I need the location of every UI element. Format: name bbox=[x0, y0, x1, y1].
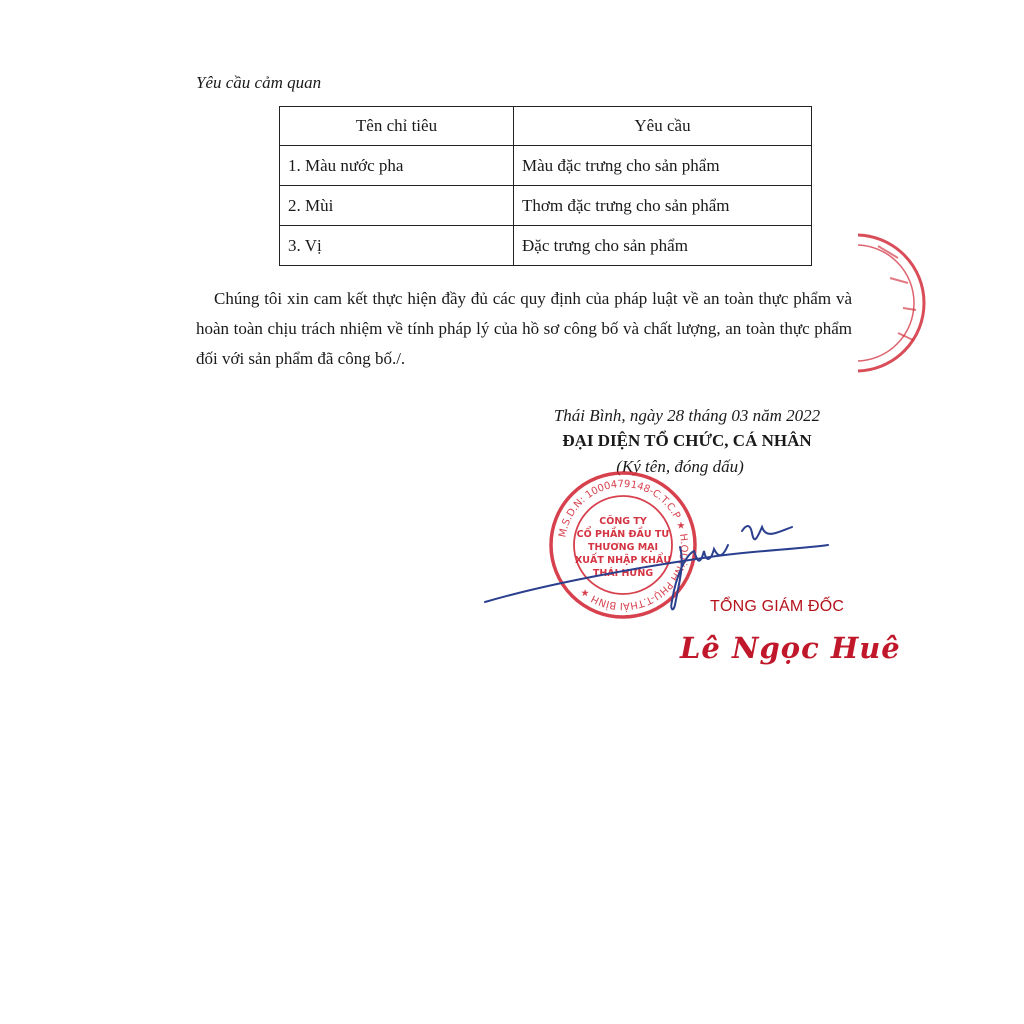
svg-text:THÁI HƯNG: THÁI HƯNG bbox=[592, 568, 654, 579]
table-row bbox=[280, 146, 812, 186]
date-line: Thái Bình, ngày 28 tháng 03 năm 2022 bbox=[553, 406, 821, 425]
table-cell: 3. Vị bbox=[280, 226, 514, 266]
signer-title: TỔNG GIÁM ĐỐC bbox=[710, 598, 845, 615]
partial-seal-edge bbox=[858, 228, 938, 378]
column-header: Yêu cầu bbox=[514, 107, 812, 146]
table-row bbox=[280, 226, 812, 266]
sign-note: (Ký tên, đóng dấu) bbox=[616, 457, 744, 476]
svg-text:CỔ PHẦN ĐẦU TƯ: CỔ PHẦN ĐẦU TƯ bbox=[576, 529, 670, 540]
signer-name: Lê Ngọc Huê bbox=[680, 631, 901, 665]
signature-block bbox=[470, 406, 890, 477]
table-cell: 1. Màu nước pha bbox=[280, 146, 514, 186]
sensory-requirements-table bbox=[279, 106, 812, 266]
org-line: ĐẠI DIỆN TỔ CHỨC, CÁ NHÂN bbox=[562, 431, 812, 450]
svg-text:THƯƠNG MẠI: THƯƠNG MẠI bbox=[587, 542, 659, 553]
table-cell: Thơm đặc trưng cho sản phẩm bbox=[514, 186, 812, 226]
table-row bbox=[280, 186, 812, 226]
column-header: Tên chỉ tiêu bbox=[280, 107, 514, 146]
table-cell: 2. Mùi bbox=[280, 186, 514, 226]
table-cell: Màu đặc trưng cho sản phẩm bbox=[514, 146, 812, 186]
svg-text:M.S.D.N: 1000479148-C.T.C.P ★: M.S.D.N: 1000479148-C.T.C.P ★ H.QUỲNH PHỤ-T.THÁI BÌNH ★ bbox=[557, 478, 690, 612]
table-header-row bbox=[280, 107, 812, 146]
svg-text:XUẤT NHẬP KHẨU: XUẤT NHẬP KHẨU bbox=[574, 555, 672, 566]
section-title: Yêu cầu cảm quan bbox=[196, 73, 322, 92]
commitment-paragraph: Chúng tôi xin cam kết thực hiện đầy đủ các quy định của pháp luật về an toàn thực phẩm và hoàn toàn chịu trách nhiệm về tính pháp lý của hồ sơ công bố và chất lượng, an toàn thực phẩm đối với sản phẩm đã công bố./. bbox=[196, 289, 852, 368]
table-cell: Đặc trưng cho sản phẩm bbox=[514, 226, 812, 266]
svg-text:CÔNG TY: CÔNG TY bbox=[599, 516, 647, 527]
